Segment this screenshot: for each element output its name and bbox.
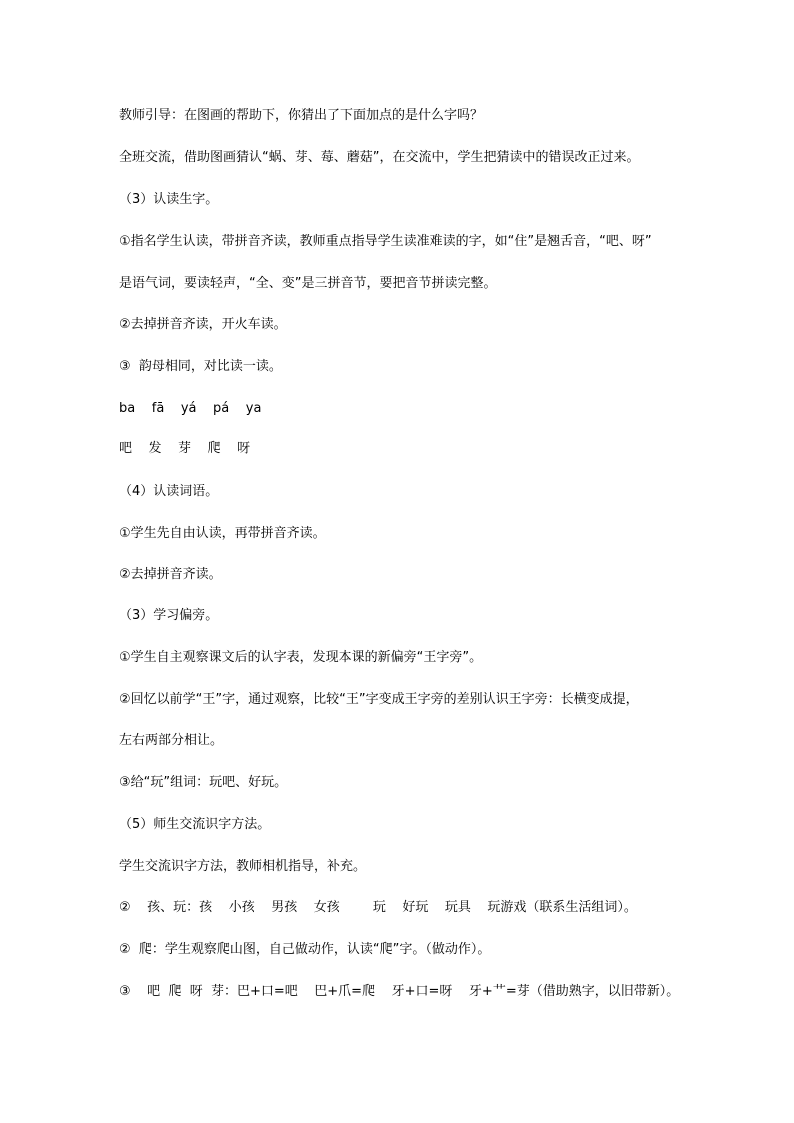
text-line-12: ②去掉拼音齐读。 <box>119 567 222 582</box>
text-line-19: 学生交流识字方法，教师相机指导，补充。 <box>119 859 367 874</box>
section-heading-radicals: （3）学习偏旁。 <box>119 608 219 623</box>
text-line-20: ② 孩、玩：孩 小孩 男孩 女孩 玩 好玩 玩具 玩游戏（联系生活组词）。 <box>119 900 637 915</box>
section-heading-read-words: （4）认读词语。 <box>119 484 219 499</box>
pinyin-line: ba fā yá pá ya <box>119 401 262 416</box>
text-line-2: 全班交流，借助图画猜认“蜗、芽、莓、蘑菇”，在交流中，学生把猜读中的错误改正过来。 <box>119 150 640 165</box>
text-line-15: ②回忆以前学“王”字，通过观察，比较“王”字变成王字旁的差别认识王字旁：长横变成提， <box>119 692 639 707</box>
text-line-17: ③给“玩”组词：玩吧、好玩。 <box>119 775 288 790</box>
text-line-16: 左右两部分相让。 <box>119 733 224 748</box>
text-line-7: ③ 韵母相同，对比读一读。 <box>119 359 282 374</box>
section-heading-methods: （5）师生交流识字方法。 <box>119 817 271 832</box>
text-line-22: ③ 吧 爬 呀 芽：巴+口=吧 巴+爪=爬 牙+口=呀 牙+艹=芽（借助熟字，以旧带新）。 <box>119 984 680 999</box>
text-line-4: ①指名学生认读，带拼音齐读，教师重点指导学生读准难读的字，如“住”是翘舌音，“吧、呀” <box>119 234 652 249</box>
character-line: 吧 发 芽 爬 呀 <box>119 441 251 456</box>
section-heading-read-characters: （3）认读生字。 <box>119 192 219 207</box>
text-line-1: 教师引导：在图画的帮助下，你猜出了下面加点的是什么字吗？ <box>119 108 484 123</box>
text-line-11: ①学生先自由认读，再带拼音齐读。 <box>119 526 326 541</box>
text-line-6: ②去掉拼音齐读，开火车读。 <box>119 317 287 332</box>
text-line-5: 是语气词，要读轻声，“全、变”是三拼音节，要把音节拼读完整。 <box>119 276 497 291</box>
text-line-21: ② 爬：学生观察爬山图，自己做动作，认读“爬”字。（做动作）。 <box>119 942 491 957</box>
text-line-14: ①学生自主观察课文后的认字表，发现本课的新偏旁“王字旁”。 <box>119 650 483 665</box>
